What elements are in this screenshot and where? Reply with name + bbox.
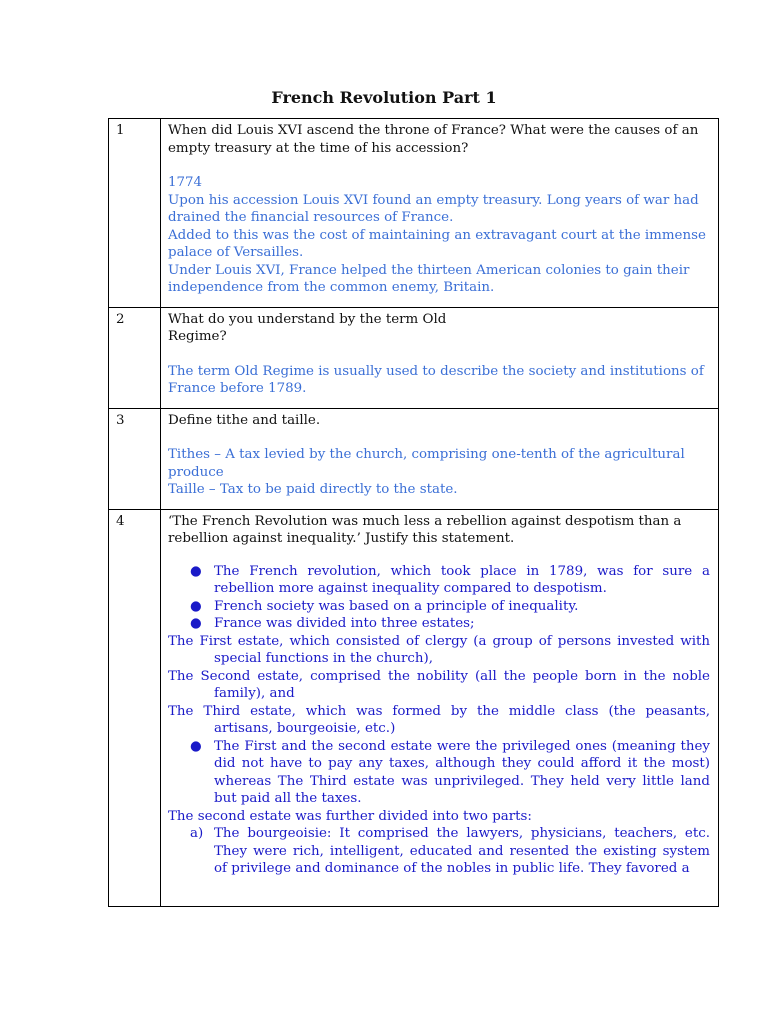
estate-item: The Third estate, which was formed by the middle class (the peasants, artisans, bourgeoisie, etc.) (168, 703, 710, 736)
qa-table (108, 118, 719, 907)
answer-line: Under Louis XVI, France helped the thirteen American colonies to gain their independence from the common enemy, Britain. (168, 262, 690, 295)
answer-line: Upon his accession Louis XVI found an empty treasury. Long years of war had drained the financial resources of France. (168, 192, 699, 225)
question-line: Regime? (168, 329, 227, 344)
estate-item: The Second estate, comprised the nobility (all the people born in the noble family), and (168, 668, 710, 701)
row-number: 4 (109, 509, 161, 906)
answer-block (168, 563, 710, 878)
table-row (109, 307, 719, 408)
bullet-item: ● The French revolution, which took place in 1789, was for sure a rebellion more against inequality compared to despotism. (190, 563, 710, 596)
sub-item: a) The bourgeoisie: It comprised the lawyers, physicians, teachers, etc. They were rich, intelligent, educated and resented the existing system of privilege and dominance of the nobles in public life. They favored a (190, 826, 710, 876)
bullet-icon: ● (190, 616, 202, 631)
row-content (161, 307, 719, 408)
table-row (109, 119, 719, 308)
question-text (168, 311, 710, 346)
row-content (161, 119, 719, 308)
row-number: 2 (109, 307, 161, 408)
row-content-clip (168, 513, 710, 895)
row-content (161, 509, 719, 906)
bullet-icon: ● (190, 598, 202, 614)
row-number: 3 (109, 408, 161, 509)
question-line: What do you understand by the term Old (168, 311, 447, 327)
row-number: 1 (109, 119, 161, 308)
answer-block (168, 446, 710, 499)
question-text: When did Louis XVI ascend the throne of France? What were the causes of an empty treasury at the time of his accession? (168, 123, 699, 156)
paragraph: The second estate was further divided into two parts: (168, 808, 532, 824)
table-row (109, 509, 719, 906)
bullet-item: ● France was divided into three estates; (190, 616, 475, 631)
sub-item-marker: a) (190, 826, 204, 841)
answer-block (168, 174, 710, 297)
answer-line: Added to this was the cost of maintaining an extravagant court at the immense palace of Versailles. (168, 227, 706, 260)
bullet-item: ● The First and the second estate were the privileged ones (meaning they did not have to pay any taxes, although they could afford it the most) whereas The Third estate was unprivileged. They held very little land but paid all the taxes. (190, 738, 710, 806)
answer-line: 1774 (168, 175, 203, 190)
answer-line: The term Old Regime is usually used to describe the society and institutions of France before 1789. (168, 363, 704, 396)
answer-line: Taille – Tax to be paid directly to the state. (168, 482, 458, 497)
page-title: French Revolution Part 1 (271, 88, 497, 107)
bullet-item: ● French society was based on a principle of inequality. (190, 598, 579, 614)
answer-block (168, 363, 710, 398)
answer-line: Tithes – A tax levied by the church, comprising one-tenth of the agricultural produce (168, 447, 685, 480)
row-content (161, 408, 719, 509)
question-text: Define tithe and taille. (168, 412, 321, 428)
bullet-icon: ● (190, 563, 202, 579)
bullet-icon: ● (190, 738, 202, 754)
question-text: ‘The French Revolution was much less a rebellion against despotism than a rebellion against inequality.’ Justify this statement. (168, 513, 682, 546)
estate-item: The First estate, which consisted of clergy (a group of persons invested with special functions in the church), (168, 633, 710, 666)
table-row (109, 408, 719, 509)
